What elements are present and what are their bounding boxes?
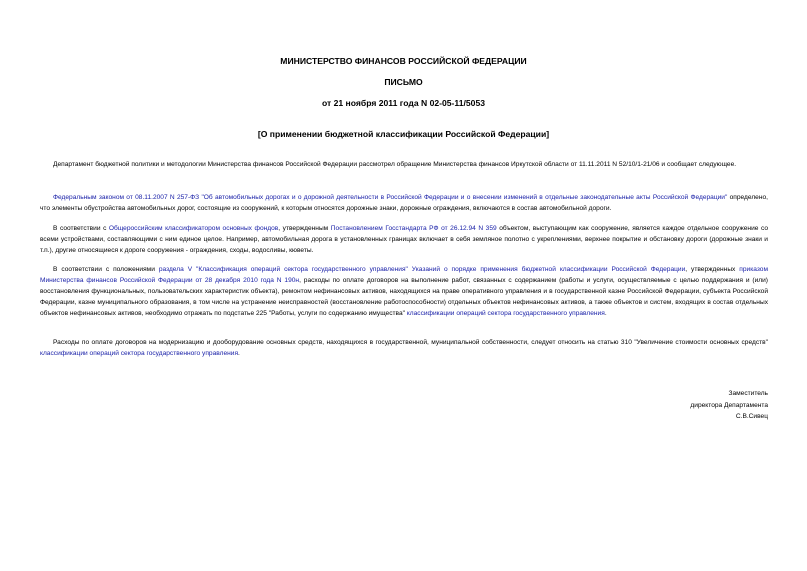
minfin-order-link[interactable]: приказом Министерства финансов Российской Федерации от 28 декабря 2010 года N 190н <box>40 266 768 284</box>
okof-classifier-link[interactable]: Общероссийским классификатором основных фондов <box>108 225 279 232</box>
paragraph-text: Расходы по оплате договоров на модернизацию и дооборудование основных средств, находящихся в государственной, муниципальной собственности, следует относить на статью 310 "Увеличение стоимости основных средств" <box>53 339 768 346</box>
signature-position: директора Департамента <box>690 401 768 409</box>
paragraph-3 <box>40 223 768 256</box>
gosstandart-resolution-link[interactable]: Постановлением Госстандарта РФ от 26.12.94 N 359 <box>330 225 497 232</box>
kosgu-classification-link-2[interactable]: классификации операций сектора государственного управления <box>40 350 239 357</box>
paragraph-text: определено, что элементы обустройства автомобильных дорог, состоящие из сооружений, к которым относятся дорожные знаки, дорожные ограждения, включаются в состав автомобильной дороги. <box>40 194 768 212</box>
paragraph-text: В соответствии с положениями <box>53 266 159 273</box>
federal-law-link[interactable]: Федеральным законом от 08.11.2007 N 257-ФЗ "Об автомобильных дорогах и о дорожной деятельности в Российской Федерации и о внесении изменений в отдельные законодательные акты Российской Федерации" <box>53 194 728 201</box>
paragraph-5 <box>40 337 768 359</box>
paragraph-text: . <box>238 350 240 357</box>
signature-name: С.В.Сивец <box>735 413 768 420</box>
paragraph-2 <box>40 192 768 214</box>
signature-title: Заместитель <box>728 390 768 397</box>
signature-block <box>468 388 768 423</box>
paragraph-text: В соответствии с <box>53 225 109 232</box>
paragraph-text: , утвержденных <box>685 266 740 273</box>
paragraph-4 <box>40 264 768 319</box>
kosgu-classification-link[interactable]: классификации операций сектора государственного управления <box>406 310 605 317</box>
ministry-heading: МИНИСТЕРСТВО ФИНАНСОВ РОССИЙСКОЙ ФЕДЕРАЦИИ <box>280 56 527 66</box>
paragraph-1 <box>40 159 768 170</box>
section-v-link[interactable]: раздела V "Классификация операций сектора государственного управления" Указаний о порядке применения бюджетной классификации Российской Федерации <box>158 266 686 273</box>
paragraph-text: , расходы по оплате договоров на выполнение работ, связанных с содержанием (работы и услуги, осуществляемые с целью поддержания и (или) восстановления функциональных, пользовательских характеристик объекта), ремонтом нефинансовых активов, находящихся на праве оперативного управления и в государственной казне Российской Федерации, субъекта Российской Федерации, казне муниципального образования, в том числе на устранение неисправностей (восстановление работоспособности) отдельных объектов нефинансовых активов, а также объектов и систем, входящих в состав отдельных объектов нефинансовых активов, необходимо отражать по подстатье 225 "Работы, услуги по содержанию имущества" <box>40 277 768 317</box>
paragraph-text: Департамент бюджетной политики и методологии Министерства финансов Российской Федерации рассмотрел обращение Министерства финансов Иркутской области от 11.11.2011 N 52/10/1-21/06 и сообщает следующее. <box>53 161 737 168</box>
paragraph-text: объектом, выступающим как сооружение, является каждое отдельное сооружение со всеми устройствами, составляющими с ним единое целое. Например, автомобильная дорога в установленных границах включает в себя земляное полотно с укреплениями, верхнее покрытие и обстановку дороги (дорожные знаки и т.п.), другие относящиеся к дороге сооружения - ограждения, сходы, водосливы, кюветы. <box>40 225 769 254</box>
document-subject: [О применении бюджетной классификации Российской Федерации] <box>257 129 550 139</box>
document-type: ПИСЬМО <box>384 77 423 87</box>
paragraph-text: . <box>604 310 607 317</box>
paragraph-text: , утвержденным <box>278 225 331 232</box>
document-date-number: от 21 ноября 2011 года N 02-05-11/5053 <box>321 98 486 108</box>
